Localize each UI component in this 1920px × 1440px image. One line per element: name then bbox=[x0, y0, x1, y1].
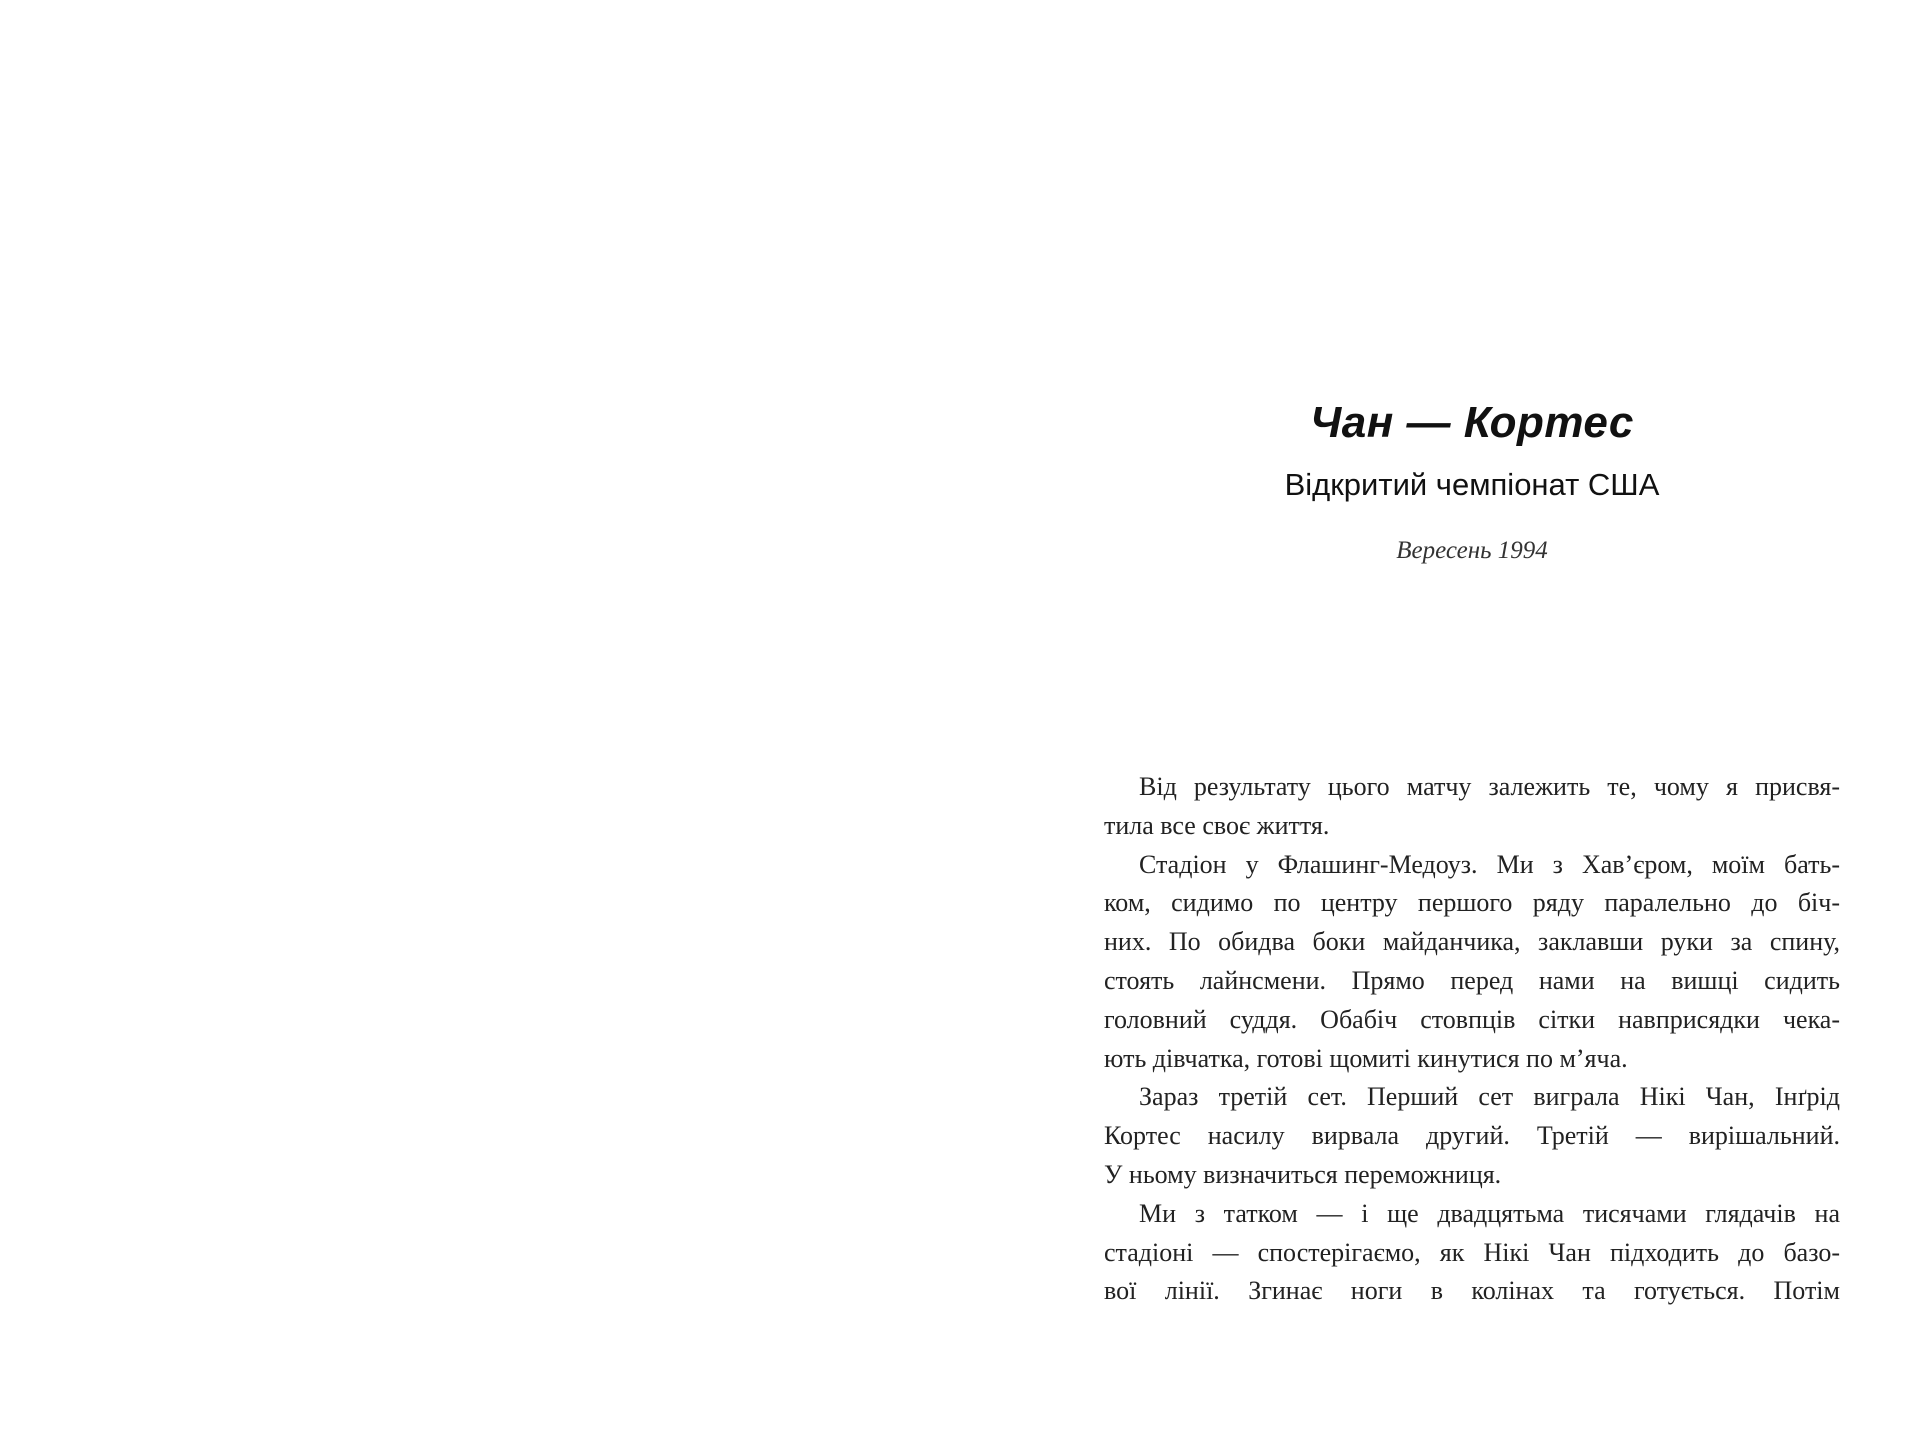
text-line: Ми з татком — і ще двадцятьма тисячами глядачів на bbox=[1139, 1198, 1840, 1228]
text-line: стадіоні — спостерігаємо, як Нікі Чан підходить до базо- bbox=[1104, 1237, 1840, 1267]
text-line: Стадіон у Флашинг-Медоуз. Ми з Хав’єром, моїм бать- bbox=[1139, 849, 1840, 879]
text-line: стоять лайнсмени. Прямо перед нами на вишці сидить bbox=[1104, 965, 1840, 995]
paragraph bbox=[1104, 846, 1840, 1079]
body-text bbox=[1104, 768, 1840, 1311]
text-line: ком, сидимо по центру першого ряду паралельно до біч- bbox=[1104, 888, 1840, 918]
text-line: Зараз третій сет. Перший сет виграла Нікі Чан, Інґрід bbox=[1139, 1082, 1840, 1112]
text-line: У ньому визначиться переможниця. bbox=[1104, 1159, 1502, 1189]
chapter-subtitle: Відкритий чемпіонат США bbox=[1284, 467, 1660, 502]
paragraph bbox=[1104, 1078, 1840, 1194]
paragraph bbox=[1104, 768, 1840, 846]
text-line: вої лінії. Згинає ноги в колінах та готується. Потім bbox=[1104, 1276, 1840, 1306]
text-line: них. По обидва боки майданчика, заклавши руки за спину, bbox=[1104, 927, 1840, 957]
chapter-date: Вересень 1994 bbox=[1396, 537, 1548, 564]
text-line: тила все своє життя. bbox=[1104, 810, 1330, 840]
text-line: головний суддя. Обабіч стовпців сітки навприсядки чека- bbox=[1104, 1004, 1840, 1034]
text-line: ють дівчатка, готові щомиті кинутися по м’яча. bbox=[1104, 1043, 1628, 1073]
paragraph bbox=[1104, 1195, 1840, 1311]
chapter-title: Чан — Кортес bbox=[1310, 398, 1634, 447]
text-line: Кортес насилу вирвала другий. Третій — вирішальний. bbox=[1104, 1121, 1840, 1151]
text-line: Від результату цього матчу залежить те, чому я присвя- bbox=[1139, 772, 1840, 801]
